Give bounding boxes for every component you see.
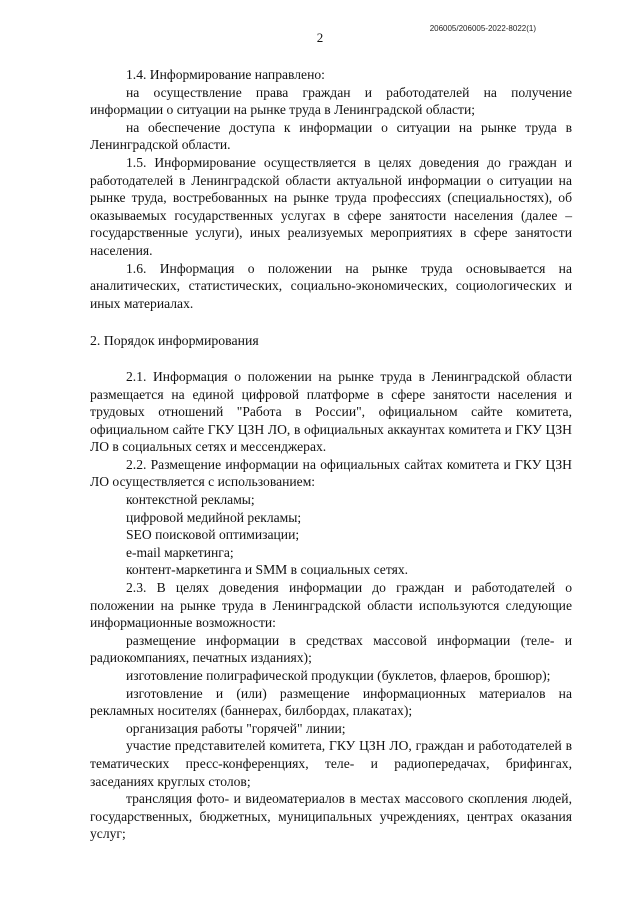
list-item-2-2: контент-маркетинга и SMM в социальных сетях.: [126, 562, 409, 578]
list-item-2-3: организация работы "горячей" линии;: [126, 720, 346, 736]
list-item-2-2: SEO поисковой оптимизации;: [126, 527, 300, 543]
paragraph-2-3: 2.3. В целях доведения информации до граждан и работодателей о положении на рынке труда в Ленинградской области используются следующие информационные возможности:: [90, 580, 572, 631]
document-body: [90, 66, 572, 843]
document-id: 206005/206005-2022-8022(1): [429, 24, 536, 33]
list-item-2-3: изготовление и (или) размещение информационных материалов на рекламных носителях (баннерах, билбордах, плакатах);: [90, 685, 572, 719]
paragraph-2-2: 2.2. Размещение информации на официальных сайтах комитета и ГКУ ЦЗН ЛО осуществляется с использованием:: [90, 456, 572, 490]
section-2-heading: 2. Порядок информирования: [90, 333, 259, 349]
list-item-2-2: контекстной рекламы;: [126, 492, 255, 508]
list-item-2-3: размещение информации в средствах массовой информации (теле- и радиокомпаниях, печатных изданиях);: [90, 632, 572, 666]
paragraph-1-5: 1.5. Информирование осуществляется в целях доведения до граждан и работодателей в Ленинградской области актуальной информации о ситуации на рынке труда, востребованных на рынке труда профессиях (специальностях), об оказываемых государственных услугах в сфере занятости населения (далее – государственные услуги), иных реализуемых мероприятиях в сфере занятости населения.: [90, 154, 572, 258]
list-item-2-3: участие представителей комитета, ГКУ ЦЗН ЛО, граждан и работодателей в тематических пресс-конференциях, теле- и радиопередачах, брифингах, заседаниях круглых столов;: [90, 738, 572, 789]
paragraph-1-4: 1.4. Информирование направлено:: [126, 67, 325, 82]
list-item-2-2: e-mail маркетинга;: [126, 544, 234, 560]
list-item-2-2: цифровой медийной рекламы;: [126, 509, 302, 525]
paragraph-1-4-item-2: на обеспечение доступа к информации о ситуации на рынке труда в Ленинградской области.: [90, 119, 572, 153]
paragraph-2-1: 2.1. Информация о положении на рынке труда в Ленинградской области размещается на единой цифровой платформе в сфере занятости населения и трудовых отношений "Работа в России", официальном сайте комитета, официальном сайте ГКУ ЦЗН ЛО, в официальных аккаунтах комитета и ГКУ ЦЗН ЛО в социальных сетях и мессенджерах.: [90, 368, 572, 455]
paragraph-1-4-item-1: на осуществление права граждан и работодателей на получение информации о ситуации на рынке труда в Ленинградской области;: [90, 84, 572, 118]
list-item-2-3: трансляция фото- и видеоматериалов в местах массового скопления людей, государственных, бюджетных, муниципальных учреждениях, центрах оказания услуг;: [90, 791, 572, 842]
paragraph-1-6: 1.6. Информация о положении на рынке труда основывается на аналитических, статистических, социально-экономических, социологических и иных материалах.: [90, 260, 572, 311]
list-item-2-3: изготовление полиграфической продукции (буклетов, флаеров, брошюр);: [126, 668, 551, 683]
page-number: 2: [316, 30, 324, 45]
